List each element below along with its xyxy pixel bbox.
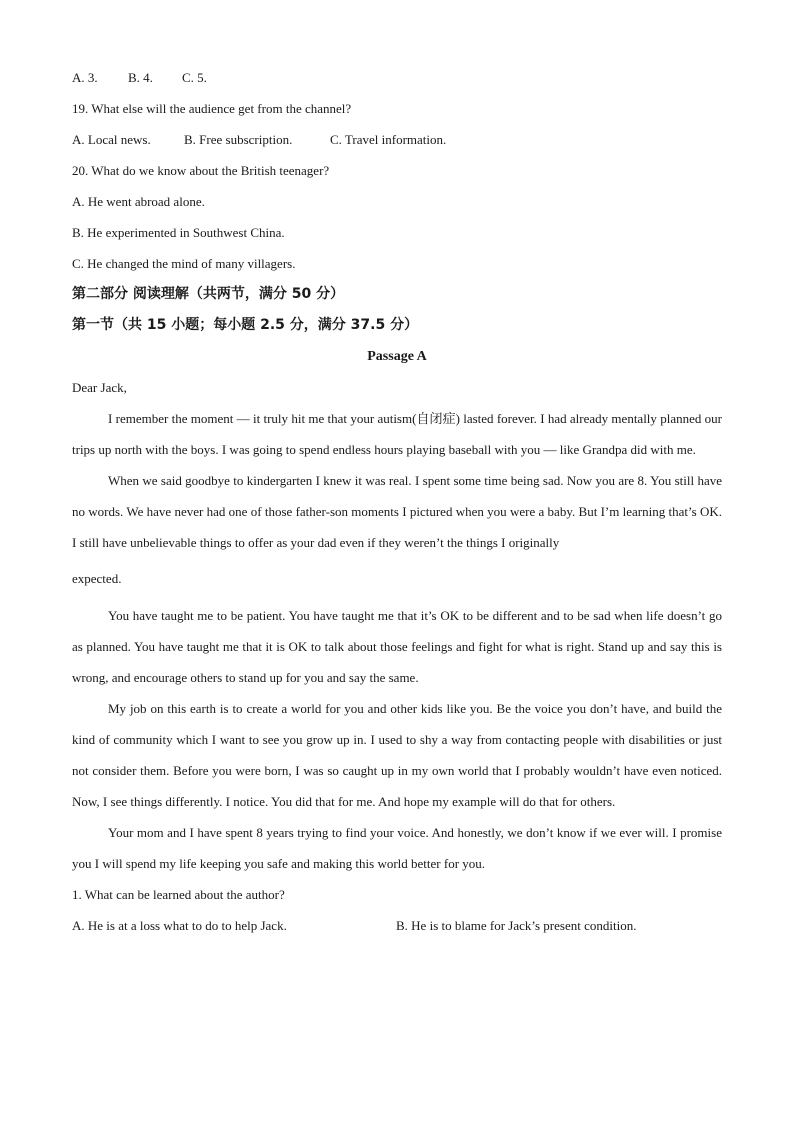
letter-salutation: Dear Jack, bbox=[72, 380, 127, 395]
passage-title: Passage A bbox=[367, 349, 427, 364]
q20-option-b[interactable]: B. He experimented in Southwest China. bbox=[72, 225, 285, 240]
q19-option-c[interactable]: C. Travel information. bbox=[330, 132, 447, 147]
q1-option-b[interactable]: B. He is to blame for Jack’s present condition. bbox=[396, 918, 637, 933]
q1-options bbox=[72, 910, 722, 941]
q1-option-a[interactable]: A. He is at a loss what to do to help Jack. bbox=[72, 918, 287, 933]
q18-option-a[interactable]: A. 3. bbox=[72, 70, 98, 85]
q18-option-b[interactable]: B. 4. bbox=[128, 70, 153, 85]
paragraph-1: I remember the moment — it truly hit me that your autism(自闭症) lasted forever. I had already mentally planned our trips up north with the boys. I was going to spend endless hours playing baseball with you — like Grandpa did with me. bbox=[72, 411, 722, 457]
q19-option-b[interactable]: B. Free subscription. bbox=[184, 132, 293, 147]
paragraph-5: Your mom and I have spent 8 years trying to find your voice. And honestly, we don’t know if we ever will. I promise you I will spend my life keeping you safe and making this world better for you. bbox=[72, 825, 722, 871]
q20-option-c[interactable]: C. He changed the mind of many villagers. bbox=[72, 256, 296, 271]
q18-option-c[interactable]: C. 5. bbox=[182, 70, 207, 85]
subsection-heading: 第一节（共 15 小题；每小题 2.5 分，满分 37.5 分） bbox=[72, 317, 419, 333]
q18-options bbox=[72, 62, 722, 93]
q19-question: 19. What else will the audience get from the channel? bbox=[72, 101, 352, 116]
q1-question: 1. What can be learned about the author? bbox=[72, 887, 285, 902]
q20-option-a[interactable]: A. He went abroad alone. bbox=[72, 194, 205, 209]
q20-question: 20. What do we know about the British teenager? bbox=[72, 163, 330, 178]
exam-page bbox=[72, 62, 722, 941]
paragraph-2-tail: expected. bbox=[72, 571, 122, 586]
q19-option-a[interactable]: A. Local news. bbox=[72, 132, 151, 147]
section-heading: 第二部分 阅读理解（共两节，满分 50 分） bbox=[72, 286, 345, 302]
paragraph-4: My job on this earth is to create a world for you and other kids like you. Be the voice you don’t have, and build the kind of community which I want to see you grow up in. I used to shy a way from contacting people with disabilities or just not consider them. Before you were born, I was so caught up in my own world that I probably wouldn’t have even noticed. Now, I see things differently. I notice. You did that for me. And hope my example will do that for others. bbox=[72, 701, 722, 809]
paragraph-3: You have taught me to be patient. You have taught me that it’s OK to be different and to be sad when life doesn’t go as planned. You have taught me that it is OK to talk about those feelings and fight for what is right. Stand up and say this is wrong, and encourage others to stand up for you and say the same. bbox=[72, 608, 722, 685]
q19-options bbox=[72, 124, 722, 155]
paragraph-2: When we said goodbye to kindergarten I knew it was real. I spent some time being sad. Now you are 8. You still have no words. We have never had one of those father-son moments I pictured when you were a baby. But I’m learning that’s OK. I still have unbelievable things to offer as your dad even if they weren’t the things I originally bbox=[72, 473, 722, 550]
